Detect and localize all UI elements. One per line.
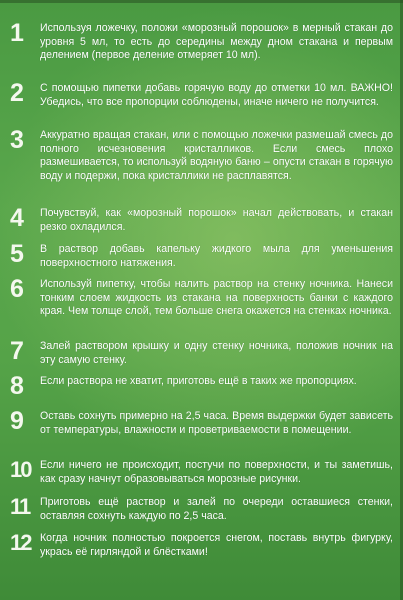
step-number: 6 [10,275,23,303]
step-number: 9 [10,407,23,435]
step-5 [10,240,393,270]
step-number: 10 [10,457,31,482]
step-text: Используй пипетку, чтобы налить раствор на стенку ночника. Нанеси тонким слоем жидкость из стакана на поверхность банки с каждого края. Чем толще слой, тем больше снега окажется на стенках ночника. [40,278,393,318]
step-text: Залей раствором крышку и одну стенку ночника, положив ночник на эту самую стенку. [40,340,393,366]
step-text: Используя ложечку, положи «морозный порошок» в мерный стакан до уровня 5 мл, то есть до середины между дном стакана и первым делением (первое деление отмеряет 10 мл). [40,22,393,62]
step-number: 8 [10,372,23,400]
step-12 [10,532,393,559]
step-10 [10,459,393,486]
step-number: 12 [10,530,31,555]
step-4 [10,204,393,234]
step-text: Если раствора не хватит, приготовь ещё в таких же пропорциях. [40,375,357,387]
step-8 [10,372,393,400]
step-text: С помощью пипетки добавь горячую воду до отметки 10 мл. ВАЖНО! Убедись, что все пропорции соблюдены, иначе ничего не получится. [40,82,393,108]
step-text: Оставь сохнуть примерно на 2,5 часа. Время выдержки будет зависеть от температуры, влажности и проветриваемости в помещении. [40,410,393,436]
step-number: 2 [10,79,23,107]
step-number: 7 [10,337,23,365]
step-number: 5 [10,240,23,268]
step-2 [10,79,393,109]
step-9 [10,407,393,437]
top-edge [0,0,403,3]
step-3 [10,126,393,183]
step-number: 1 [10,19,23,47]
step-text: Когда ночник полностью покроется снегом, поставь внутрь фигурку, укрась её гирляндой и блёстками! [40,532,393,558]
step-1 [10,19,393,63]
step-7 [10,337,393,367]
step-text: Почувствуй, как «морозный порошок» начал действовать, и стакан резко охладился. [40,207,393,233]
step-text: В раствор добавь капельку жидкого мыла для уменьшения поверхностного натяжения. [40,243,393,269]
step-number: 4 [10,204,23,232]
step-text: Если ничего не происходит, постучи по поверхности, и ты заметишь, как сразу начнут образовываться морозные рисунки. [40,459,393,485]
step-text: Аккуратно вращая стакан, или с помощью ложечки размешай смесь до полного исчезновения кристалликов. Если смесь плохо размешивается, то используй водяную баню – опусти стакан в горячую воду и подержи, пока кристаллики не расплавятся. [40,129,393,182]
step-text: Приготовь ещё раствор и залей по очереди оставшиеся стенки, оставляя сохнуть каждую по 2,5 часа. [40,496,393,522]
step-number: 3 [10,126,23,154]
step-11 [10,496,393,523]
step-number: 11 [10,494,30,519]
step-6 [10,275,393,319]
